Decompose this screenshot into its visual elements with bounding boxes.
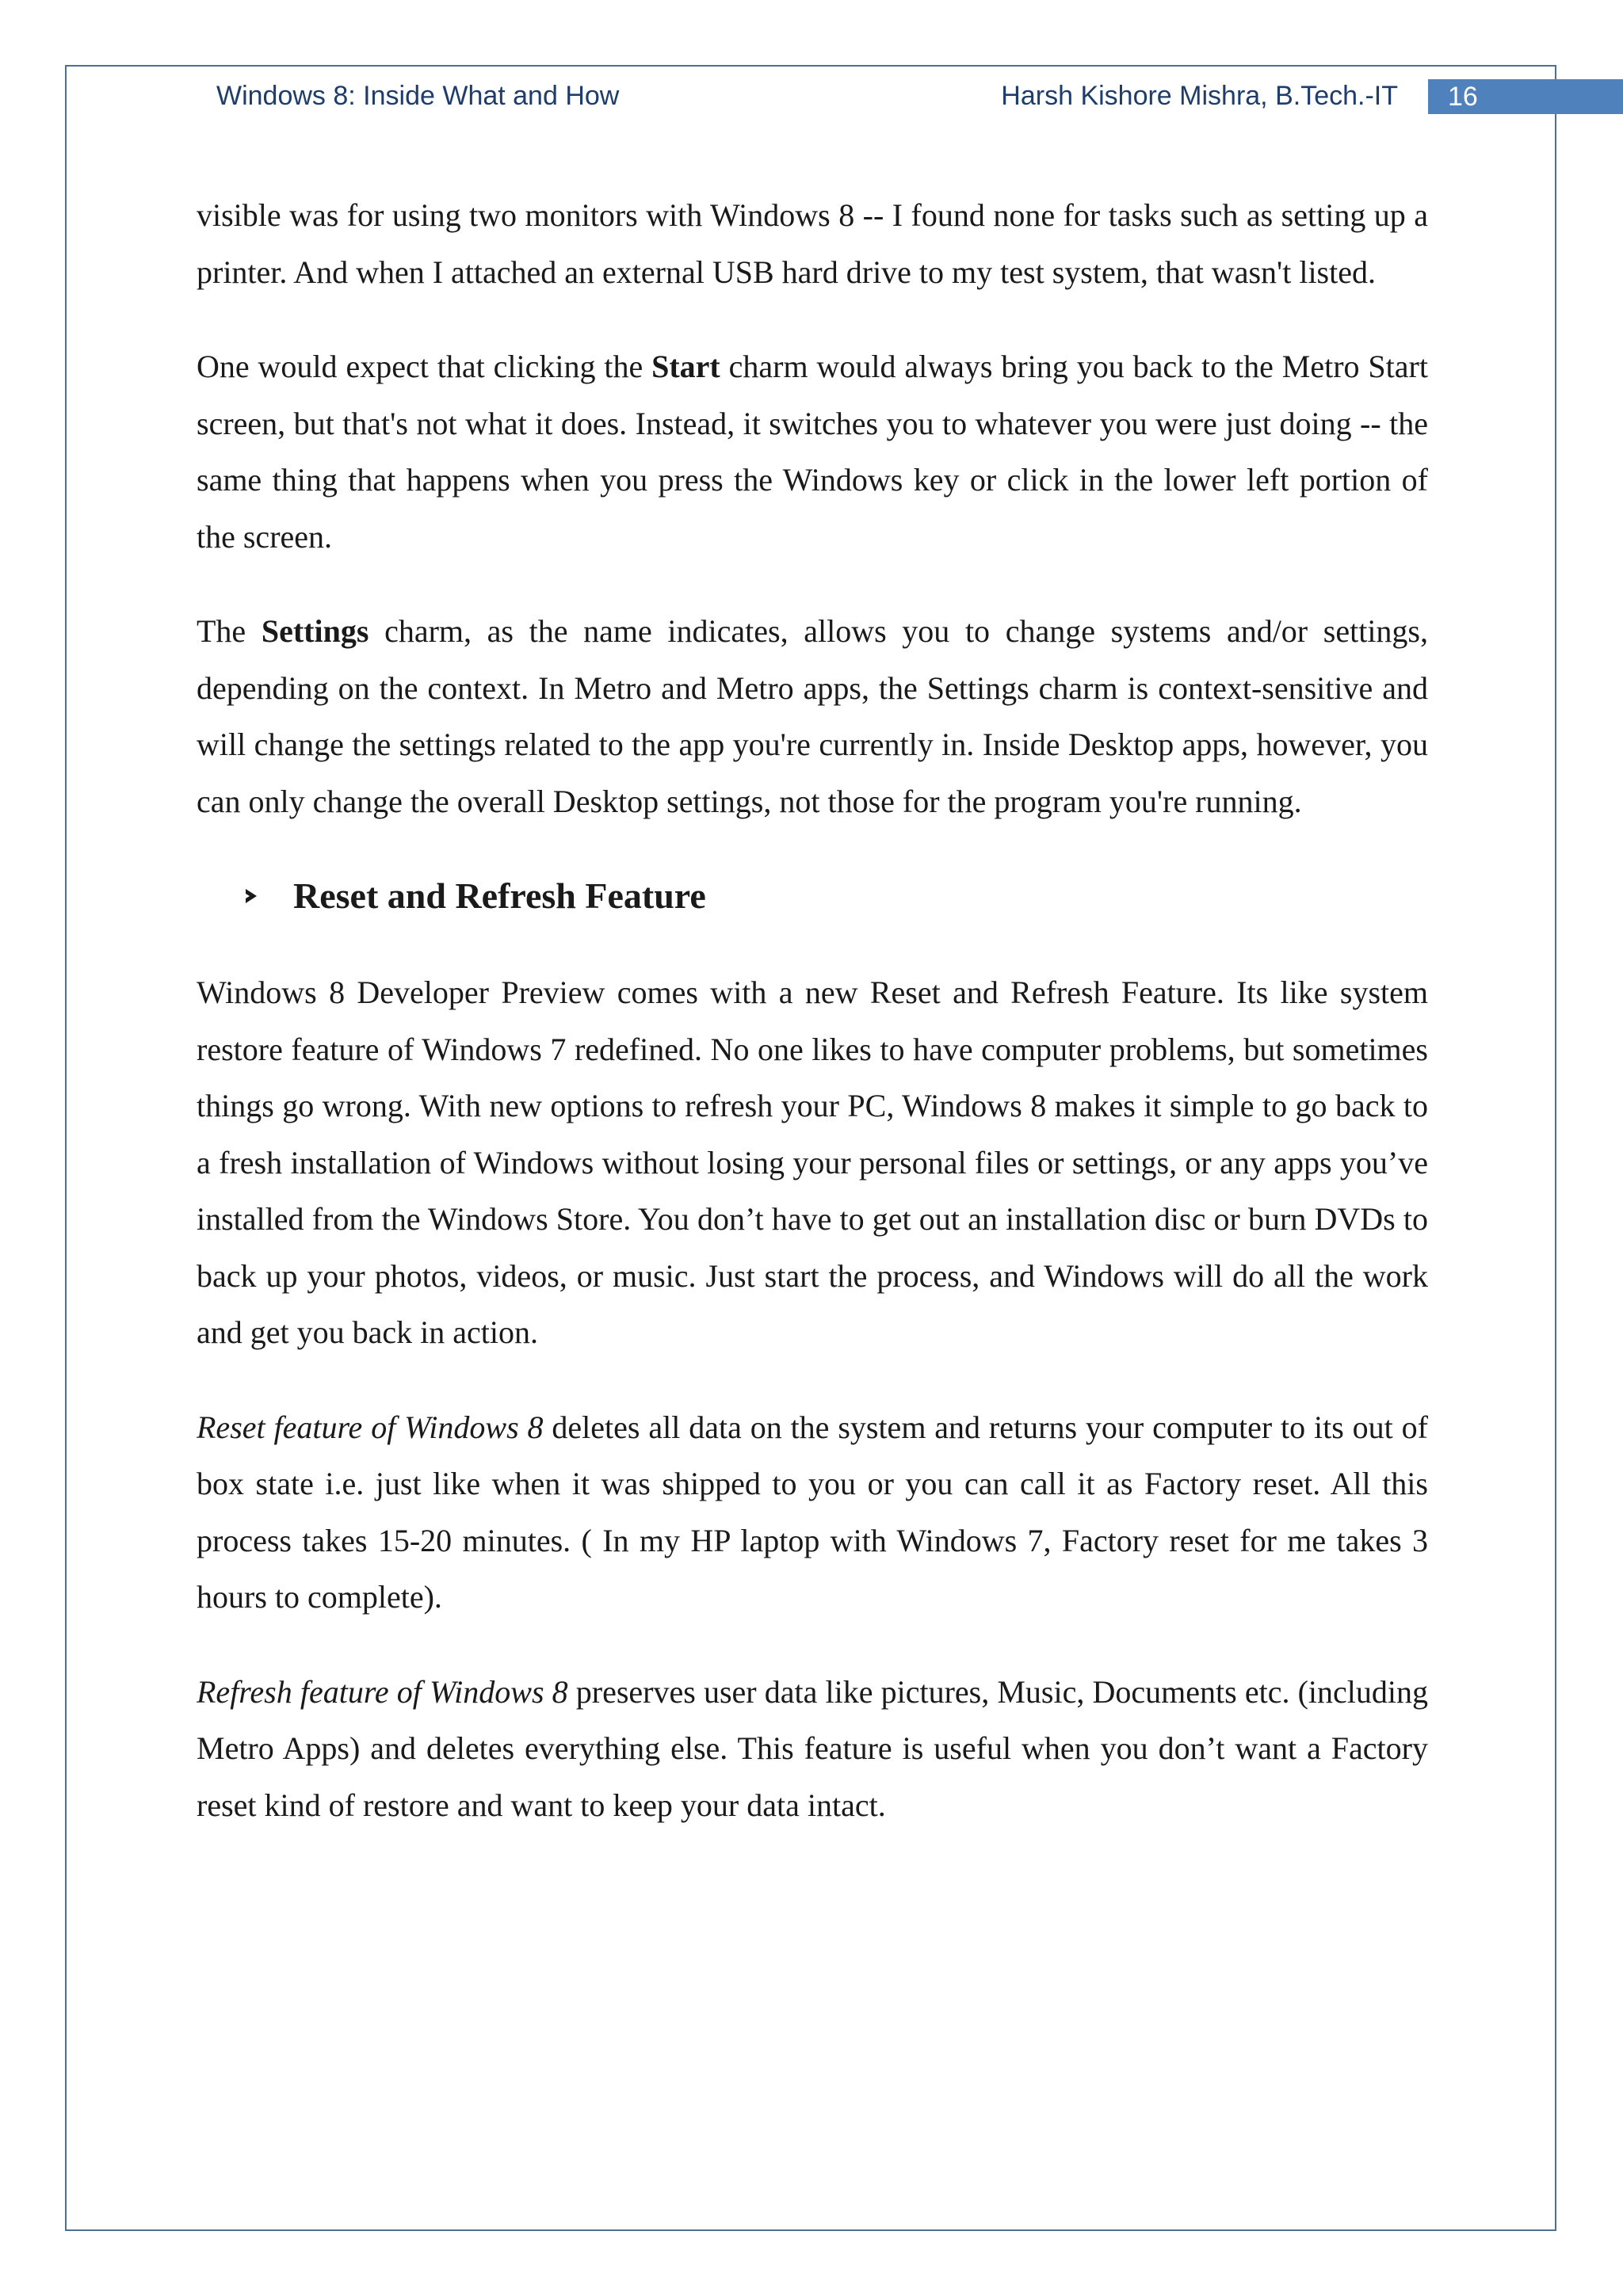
paragraph-text: Windows 8 Developer Preview comes with a new Reset and Refresh Feature. Its like system restore feature of Windows 7 redefined. No one likes to have computer problems, but sometimes things go wrong. With new options to refresh your PC, Windows 8 makes it simple to go back to a fresh installation of Windows without losing your personal files or settings, or any apps you’ve installed from the Windows Store. You don’t have to get out an installation disc or burn DVDs to back up your photos, videos, or music. Just start the process, and Windows will do all the work and get you back in action. [197, 974, 1428, 1350]
paragraph-refresh-feature [197, 1664, 1428, 1834]
paragraph-text: One would expect that clicking the [197, 349, 652, 384]
italic-term-reset: Reset feature of Windows 8 [197, 1409, 544, 1445]
document-title: Windows 8: Inside What and How [216, 81, 620, 111]
paragraph-start-charm [197, 338, 1428, 565]
section-title: Reset and Refresh Feature [293, 875, 706, 917]
paragraph-text: The [197, 613, 262, 649]
paragraph-settings-charm [197, 603, 1428, 830]
paragraph-text: charm, as the name indicates, allows you to change systems and/or settings, depending on the context. In Metro and Metro apps, the Settings charm is context-sensitive and will change the settings related to the app you're currently in. Inside Desktop apps, however, you can only change the overall Desktop settings, not those for the program you're running. [197, 613, 1429, 819]
section-heading [197, 868, 1428, 925]
author-name: Harsh Kishore Mishra, B.Tech.-IT [1001, 81, 1398, 111]
italic-term-refresh: Refresh feature of Windows 8 [197, 1673, 568, 1710]
page-number: 16 [1428, 79, 1623, 114]
page-body [197, 187, 1428, 1871]
paragraph-text: preserves user data like pictures, Music, Documents etc. (including Metro Apps) and deletes everything else. This feature is useful when you don’t want a Factory reset kind of restore and want to keep your data intact. [197, 1673, 1428, 1823]
bold-term-start: Start [651, 349, 720, 384]
paragraph-reset-feature [197, 1399, 1428, 1626]
paragraph-text: visible was for using two monitors with Windows 8 -- I found none for tasks such as setting up a printer. And when I attached an external USB hard drive to my test system, that wasn't listed. [197, 197, 1428, 290]
arrowhead-bullet-icon [246, 889, 257, 903]
bold-term-settings: Settings [261, 613, 369, 649]
paragraph-reset-refresh-intro [197, 964, 1428, 1361]
page-header [0, 79, 1623, 119]
paragraph-text: deletes all data on the system and returns your computer to its out of box state i.e. just like when it was shipped to you or you can call it as Factory reset. All this process takes 15-20 minutes. ( In my HP laptop with Windows 7, Factory reset for me takes 3 hours to complete). [197, 1409, 1428, 1615]
paragraph-monitors [197, 187, 1428, 300]
paragraph-text: charm would always bring you back to the Metro Start screen, but that's not what it does. Instead, it switches you to whatever you were just doing -- the same thing that happens when you press the Windows key or click in the lower left portion of the screen. [197, 349, 1428, 555]
